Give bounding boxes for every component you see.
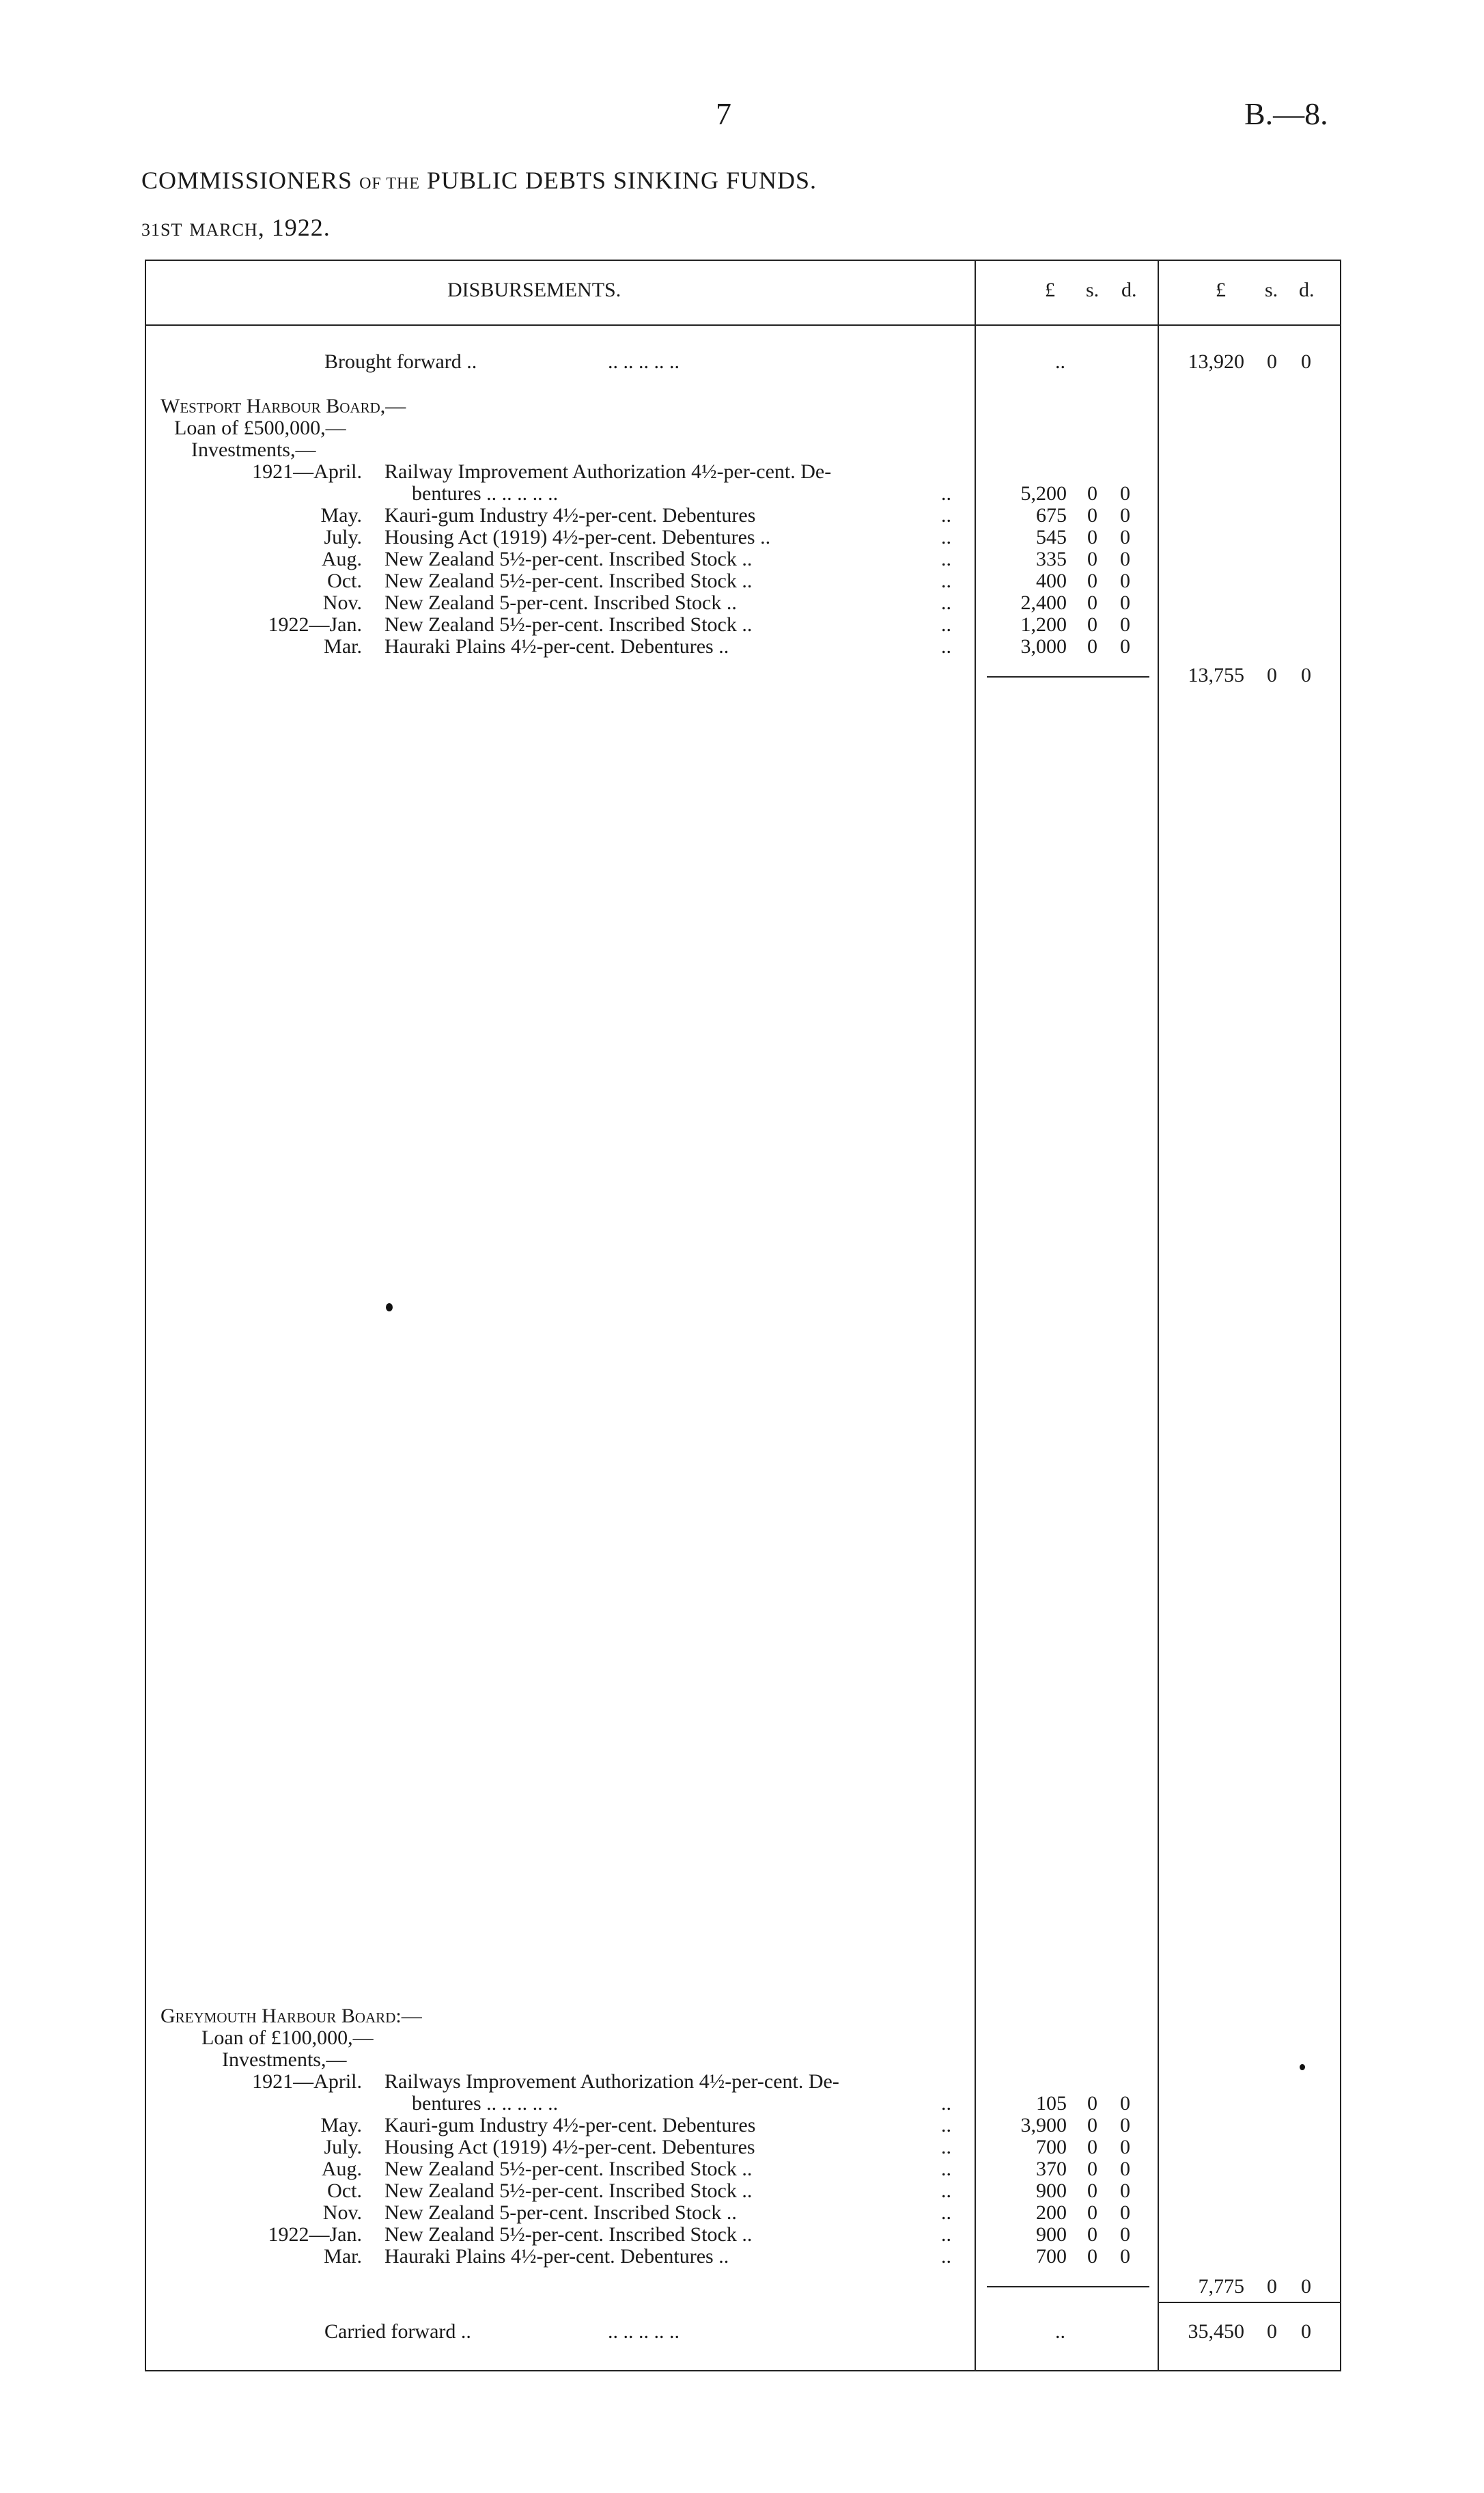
date-part-b: MARCH [189, 220, 258, 240]
document-date [141, 213, 331, 242]
entry-description: New Zealand 5-per-cent. Inscribed Stock .. [384, 2201, 737, 2224]
entry-date: Aug. [321, 2158, 362, 2180]
entry-pence: 0 [1120, 548, 1130, 570]
entry-date: 1921—April. [252, 460, 362, 483]
entry-pound: 700 [1036, 2136, 1067, 2158]
entry-pound: 400 [1036, 570, 1067, 592]
page-number: 7 [716, 96, 731, 131]
entry-pence: 0 [1120, 2092, 1130, 2115]
entry-pound: 545 [1036, 526, 1067, 548]
entry-pound: 1,200 [1020, 613, 1067, 636]
carried-forward-dots: .. .. .. .. .. [608, 2320, 680, 2343]
entry-pound: 5,200 [1020, 482, 1067, 505]
carried-forward-col1: .. [1055, 2320, 1065, 2343]
entry-pound: 200 [1036, 2201, 1067, 2224]
grand-total-rule [1159, 2302, 1340, 2303]
section-total-pound: 7,775 [1198, 2275, 1244, 2298]
entry-pound: 900 [1036, 2179, 1067, 2202]
brought-forward-label: Brought forward .. [324, 350, 477, 373]
entry-shillings: 0 [1087, 613, 1097, 636]
entry-description: New Zealand 5½-per-cent. Inscribed Stock .. [384, 2158, 753, 2180]
table-top-rule [145, 260, 1341, 261]
title-part-a: COMMISSIONERS [141, 167, 353, 194]
entry-description: Housing Act (1919) 4½-per-cent. Debentures .. [384, 526, 771, 548]
entry-date: Mar. [324, 2245, 362, 2268]
carried-forward-pence: 0 [1301, 2320, 1311, 2343]
entry-shillings: 0 [1087, 504, 1097, 527]
entry-description: Railway Improvement Authorization 4½-per-cent. De- [384, 460, 832, 483]
table-left-rule [145, 260, 146, 2371]
entry-description: New Zealand 5½-per-cent. Inscribed Stock .. [384, 570, 753, 592]
entry-pence: 0 [1120, 2179, 1130, 2202]
entry-description: Hauraki Plains 4½-per-cent. Debentures .. [384, 635, 729, 658]
title-part-b: OF THE [359, 175, 420, 193]
section-total-shillings: 0 [1267, 2275, 1277, 2298]
entry-dots: .. [941, 548, 951, 570]
entry-description: New Zealand 5-per-cent. Inscribed Stock .. [384, 591, 737, 614]
entry-description: New Zealand 5½-per-cent. Inscribed Stock .. [384, 548, 753, 570]
entry-date: July. [324, 526, 362, 548]
brought-forward-pound: 13,920 [1188, 350, 1244, 373]
section-total-pence: 0 [1301, 2275, 1311, 2298]
entry-date: July. [324, 2136, 362, 2158]
entry-dots: .. [941, 2179, 951, 2202]
brought-forward-shillings: 0 [1267, 350, 1277, 373]
subtotal-rule [987, 676, 1149, 678]
entry-pence: 0 [1120, 504, 1130, 527]
entry-date: Oct. [327, 570, 362, 592]
entry-shillings: 0 [1087, 2136, 1097, 2158]
entry-dots: .. [941, 2092, 951, 2115]
entry-description: New Zealand 5½-per-cent. Inscribed Stock .. [384, 2223, 753, 2246]
entry-pound: 3,900 [1020, 2114, 1067, 2136]
entry-dots: .. [941, 570, 951, 592]
entry-shillings: 0 [1087, 570, 1097, 592]
entry-dots: .. [941, 526, 951, 548]
entry-description: New Zealand 5½-per-cent. Inscribed Stock .. [384, 2179, 753, 2202]
table-header-rule [145, 324, 1341, 326]
entry-date: 1922—Jan. [268, 613, 362, 636]
col1-pence-unit: d. [1121, 279, 1137, 301]
entry-shillings: 0 [1087, 548, 1097, 570]
document-title [141, 166, 817, 195]
entry-date: 1922—Jan. [268, 2223, 362, 2246]
entry-shillings: 0 [1087, 2092, 1097, 2115]
entry-date: 1921—April. [252, 2070, 362, 2093]
entry-pound: 370 [1036, 2158, 1067, 2180]
entry-pound: 700 [1036, 2245, 1067, 2268]
col1-pound-unit: £ [1045, 279, 1055, 301]
entry-date: Mar. [324, 635, 362, 658]
entry-pound: 335 [1036, 548, 1067, 570]
section-total-pound: 13,755 [1188, 664, 1244, 686]
entry-date: Aug. [321, 548, 362, 570]
entry-pound: 105 [1036, 2092, 1067, 2115]
ink-speck [1300, 2064, 1305, 2070]
section-investments: Investments,— [222, 2048, 347, 2071]
section-total-pence: 0 [1301, 664, 1311, 686]
table-right-rule [1340, 260, 1341, 2371]
ink-speck [386, 1303, 393, 1311]
entry-dots: .. [941, 482, 951, 505]
table-bottom-rule [145, 2370, 1341, 2371]
entry-pound: 900 [1036, 2223, 1067, 2246]
entry-pence: 0 [1120, 526, 1130, 548]
section-investments: Investments,— [191, 438, 316, 461]
report-code: B.—8. [1244, 96, 1328, 131]
entry-date: Oct. [327, 2179, 362, 2202]
carried-forward-shillings: 0 [1267, 2320, 1277, 2343]
disbursements-heading: DISBURSEMENTS. [447, 279, 621, 301]
entry-pence: 0 [1120, 635, 1130, 658]
brought-forward-pence: 0 [1301, 350, 1311, 373]
entry-date: May. [320, 504, 362, 527]
entry-dots: .. [941, 2136, 951, 2158]
entry-dots: .. [941, 591, 951, 614]
col2-shilling-unit: s. [1265, 279, 1278, 301]
entry-shillings: 0 [1087, 2245, 1097, 2268]
entry-shillings: 0 [1087, 526, 1097, 548]
col2-pence-unit: d. [1299, 279, 1315, 301]
entry-pence: 0 [1120, 2114, 1130, 2136]
entry-shillings: 0 [1087, 2223, 1097, 2246]
entry-description: Kauri-gum Industry 4½-per-cent. Debentures [384, 504, 756, 527]
date-part-c: , 1922. [257, 214, 331, 241]
entry-dots: .. [941, 2245, 951, 2268]
entry-shillings: 0 [1087, 2158, 1097, 2180]
entry-dots: .. [941, 2114, 951, 2136]
entry-dots: .. [941, 613, 951, 636]
section-loan: Loan of £500,000,— [174, 417, 346, 439]
entry-pence: 0 [1120, 591, 1130, 614]
entry-date: Nov. [322, 2201, 362, 2224]
entry-pence: 0 [1120, 613, 1130, 636]
entry-shillings: 0 [1087, 2179, 1097, 2202]
entry-dots: .. [941, 504, 951, 527]
subtotal-rule [987, 2286, 1149, 2287]
entry-pence: 0 [1120, 570, 1130, 592]
date-part-a: 31ST [141, 220, 183, 240]
entry-description: Hauraki Plains 4½-per-cent. Debentures .. [384, 2245, 729, 2268]
column-rule-2 [1158, 260, 1159, 2371]
entry-dots: .. [941, 2158, 951, 2180]
col1-shilling-unit: s. [1086, 279, 1100, 301]
entry-shillings: 0 [1087, 591, 1097, 614]
carried-forward-pound: 35,450 [1188, 2320, 1244, 2343]
entry-shillings: 0 [1087, 2201, 1097, 2224]
entry-pence: 0 [1120, 2158, 1130, 2180]
entry-description: Kauri-gum Industry 4½-per-cent. Debentures [384, 2114, 756, 2136]
entry-pence: 0 [1120, 2223, 1130, 2246]
section-board-name: Westport Harbour Board,— [160, 395, 406, 417]
section-loan: Loan of £100,000,— [201, 2027, 374, 2049]
entry-shillings: 0 [1087, 635, 1097, 658]
entry-dots: .. [941, 2223, 951, 2246]
entry-pence: 0 [1120, 2245, 1130, 2268]
section-board-name: Greymouth Harbour Board:— [160, 2005, 422, 2027]
entry-description: Housing Act (1919) 4½-per-cent. Debentures [384, 2136, 755, 2158]
entry-description: Railways Improvement Authorization 4½-per-cent. De- [384, 2070, 839, 2093]
entry-pence: 0 [1120, 482, 1130, 505]
entry-description-cont: bentures .. .. .. .. .. [412, 2092, 559, 2115]
entry-date: Nov. [322, 591, 362, 614]
entry-shillings: 0 [1087, 2114, 1097, 2136]
entry-pound: 3,000 [1020, 635, 1067, 658]
entry-pound: 675 [1036, 504, 1067, 527]
col2-pound-unit: £ [1216, 279, 1226, 301]
entry-description-cont: bentures .. .. .. .. .. [412, 482, 559, 505]
brought-forward-col1: .. [1055, 350, 1065, 373]
entry-description: New Zealand 5½-per-cent. Inscribed Stock .. [384, 613, 753, 636]
section-total-shillings: 0 [1267, 664, 1277, 686]
entry-dots: .. [941, 2201, 951, 2224]
entry-dots: .. [941, 635, 951, 658]
entry-pence: 0 [1120, 2136, 1130, 2158]
entry-shillings: 0 [1087, 482, 1097, 505]
brought-forward-dots: .. .. .. .. .. [608, 350, 680, 373]
entry-pound: 2,400 [1020, 591, 1067, 614]
entry-pence: 0 [1120, 2201, 1130, 2224]
title-part-c: PUBLIC DEBTS SINKING FUNDS. [426, 167, 817, 194]
column-rule-1 [975, 260, 976, 2371]
carried-forward-label: Carried forward .. [324, 2320, 471, 2343]
entry-date: May. [320, 2114, 362, 2136]
